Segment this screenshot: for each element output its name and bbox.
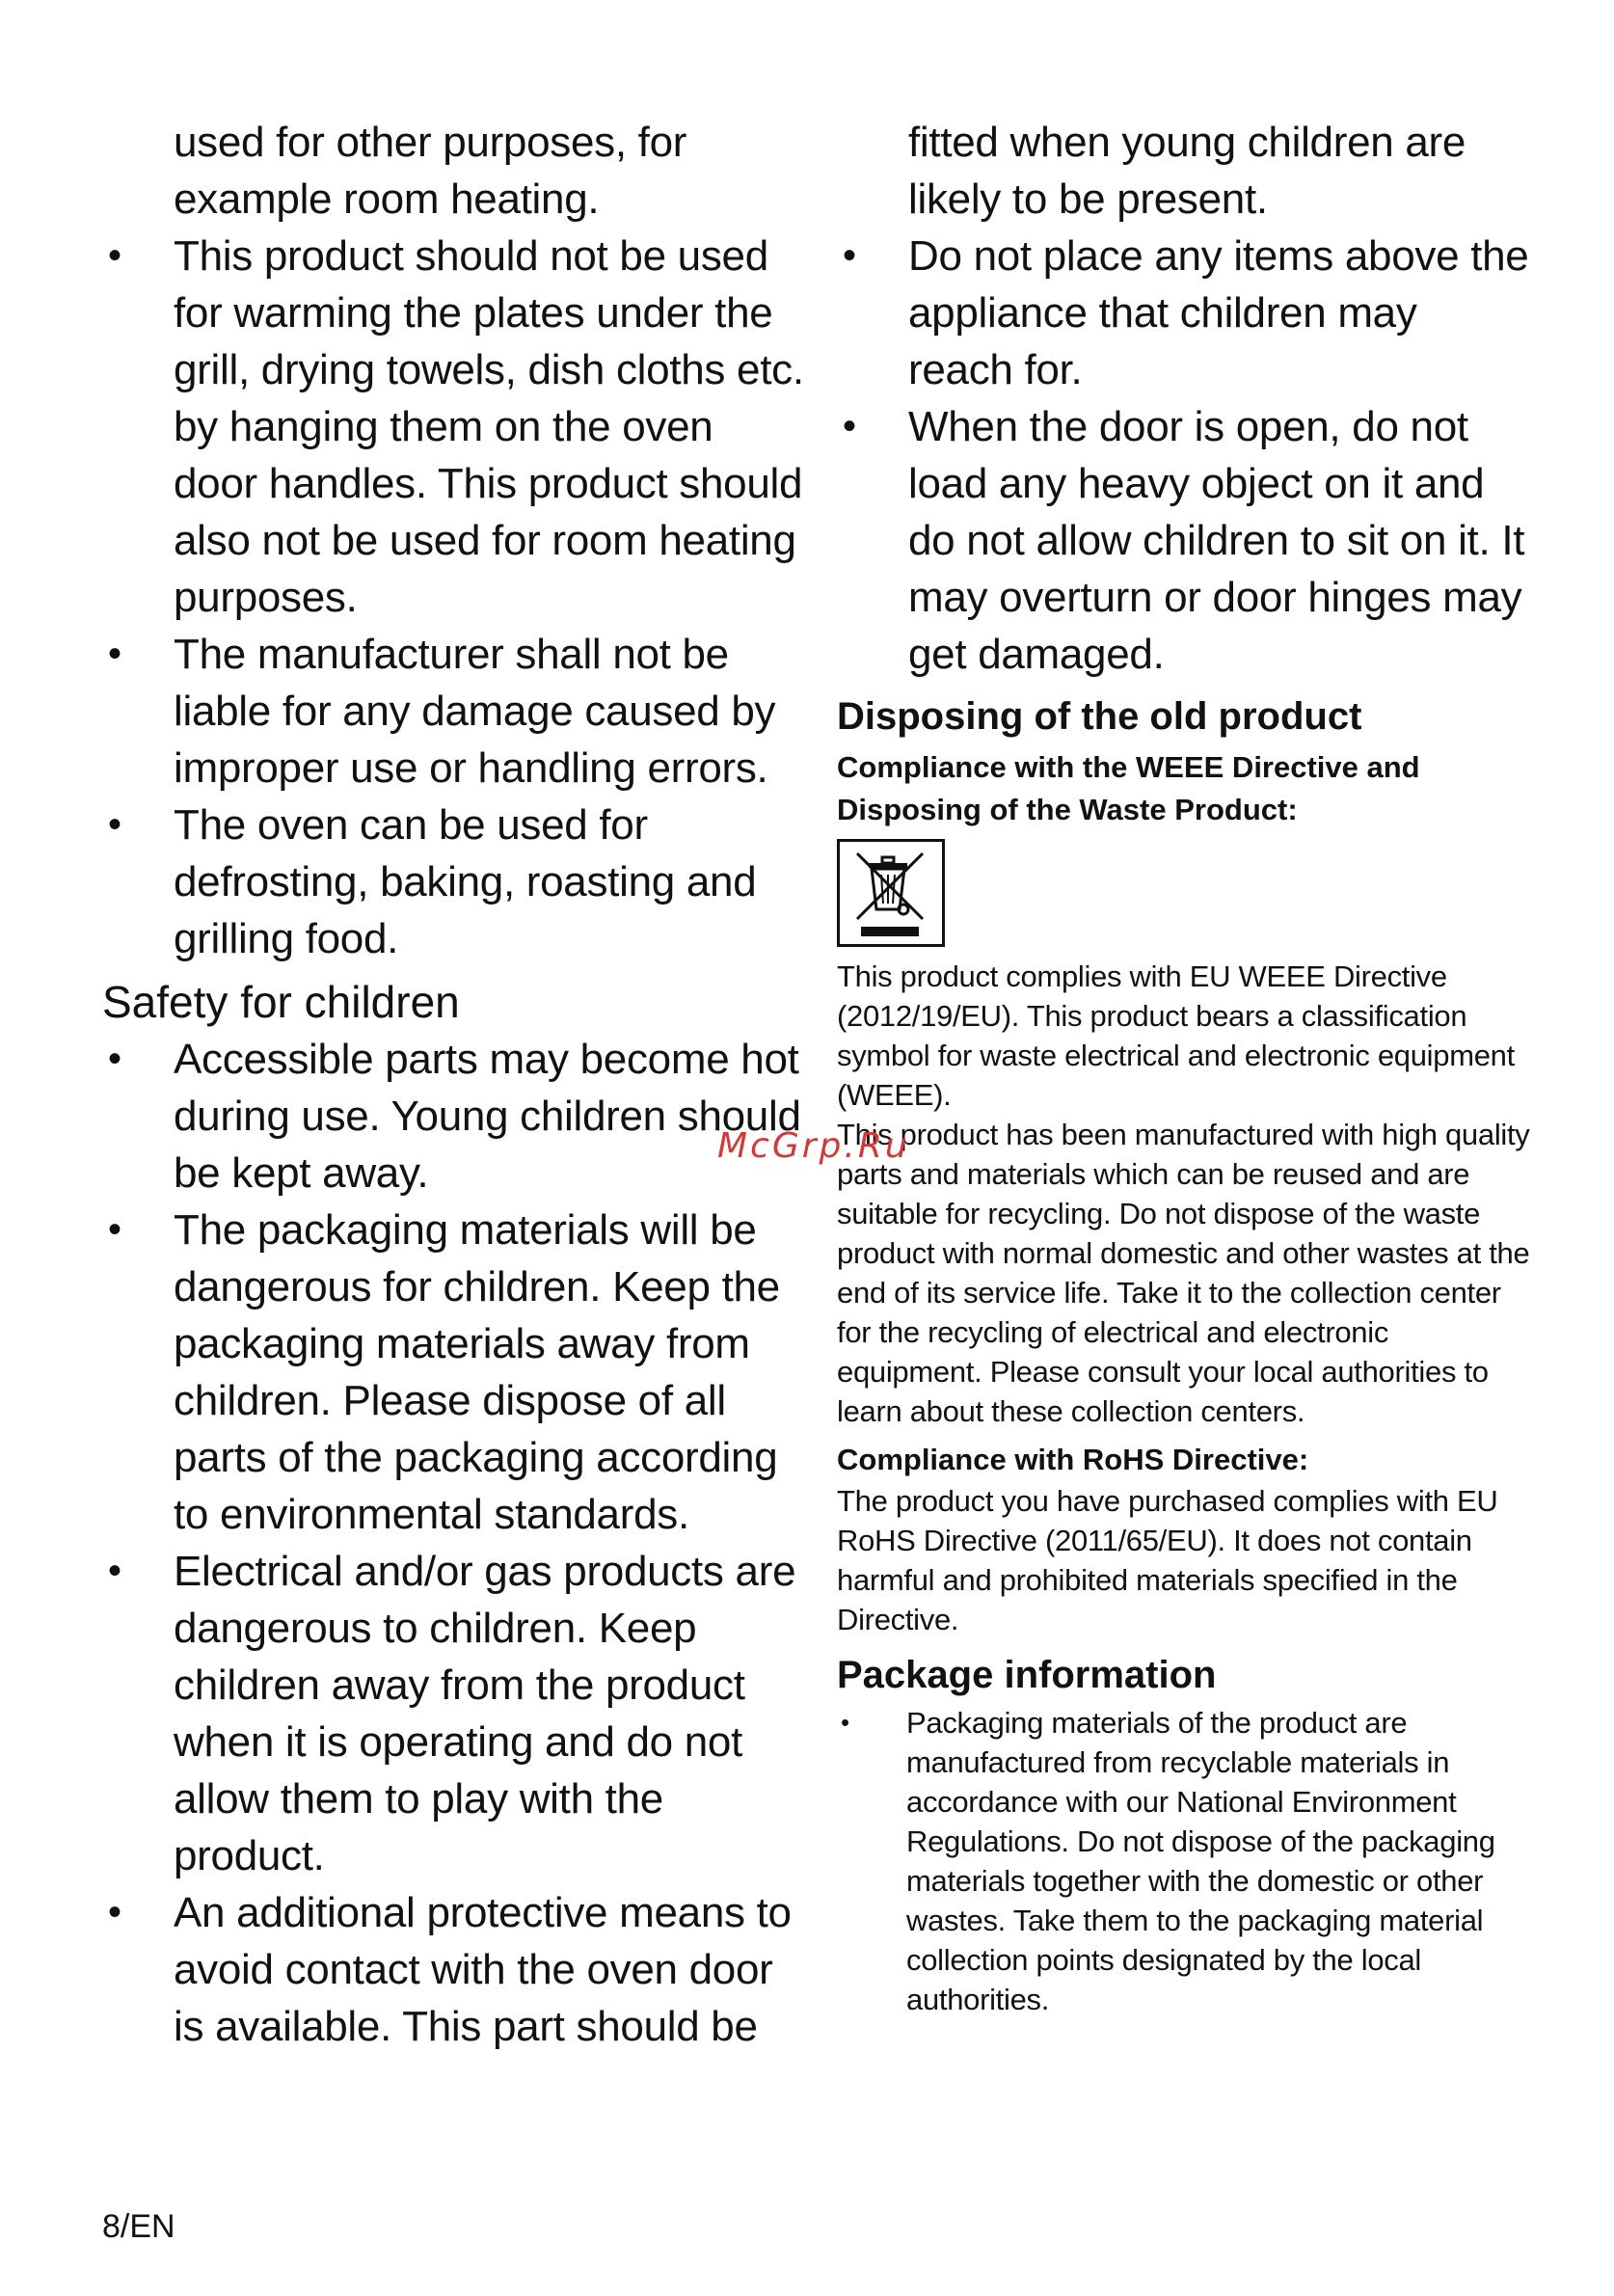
page-number: 8/EN — [102, 2208, 175, 2245]
list-item: • The oven can be used for defrosting, baking, roasting and grilling food. — [102, 797, 806, 967]
weee-paragraph-1: This product complies with EU WEEE Directive (2012/19/EU). This product bears a classification symbol for waste electrical and electronic equipment (WEEE). — [837, 959, 1515, 1112]
safety-for-children-heading: Safety for children — [102, 977, 460, 1027]
right-intro-line-2: likely to be present. — [908, 176, 1268, 223]
bullet-icon: • — [108, 1208, 121, 1251]
package-information-heading: Package information — [837, 1654, 1217, 1696]
rohs-subheading: Compliance with RoHS Directive: — [837, 1443, 1309, 1476]
right-intro-line-1: fitted when young children are — [908, 119, 1466, 166]
list-item: • When the door is open, do not load any heavy object on it and do not allow children to sit on it. It may overturn or door hinges may get damaged. — [837, 398, 1531, 683]
bullet-icon: • — [108, 803, 121, 846]
weee-subheading: Compliance with the WEEE Directive and Disposing of the Waste Product: — [837, 750, 1420, 826]
bullet-icon: • — [108, 1891, 121, 1933]
right-bullet-list-1 — [837, 228, 1531, 683]
bullet-icon: • — [108, 234, 121, 277]
bullet-icon: • — [841, 1708, 849, 1737]
disposing-heading: Disposing of the old product — [837, 695, 1362, 738]
watermark: McGrp.Ru — [717, 1126, 910, 1166]
list-item: • Do not place any items above the appliance that children may reach for. — [837, 228, 1531, 398]
bullet-icon: • — [843, 234, 856, 277]
right-column — [837, 114, 1531, 2019]
list-item: • Accessible parts may become hot during use. Young children should be kept away. — [102, 1031, 806, 1202]
weee-symbol — [837, 839, 945, 947]
package-bullet-list — [837, 1703, 1531, 2019]
list-item: • The manufacturer shall not be liable for any damage caused by improper use or handling errors. — [102, 626, 806, 797]
bullet-icon: • — [843, 405, 856, 447]
left-intro-line-1: used for other purposes, for — [174, 119, 687, 166]
left-bullet-list-1 — [102, 228, 806, 967]
list-item: • This product should not be used for warming the plates under the grill, drying towels, dish cloths etc. by hanging them on the oven door handles. This product should also not be used for room heating purposes. — [102, 228, 806, 626]
list-item: • Packaging materials of the product are manufactured from recyclable materials in accordance with our National Environment Regulations. Do not dispose of the packaging materials together with the domestic or other wastes. Take them to the packaging material collection points designated by the local authorities. — [837, 1703, 1531, 2019]
left-bullet-list-2 — [102, 1031, 806, 2055]
list-item: • Electrical and/or gas products are dangerous to children. Keep children away from the product when it is operating and do not allow them to play with the product. — [102, 1543, 806, 1884]
left-intro-line-2: example room heating. — [174, 176, 600, 223]
list-item: • An additional protective means to avoid contact with the oven door is available. This part should be — [102, 1884, 806, 2055]
crossed-out-wheelie-bin-icon — [840, 842, 942, 944]
bullet-icon: • — [108, 1550, 121, 1592]
rohs-paragraph: The product you have purchased complies with EU RoHS Directive (2011/65/EU). It does not contain harmful and prohibited materials specified in the Directive. — [837, 1484, 1498, 1636]
weee-paragraph-2: This product has been manufactured with high quality parts and materials which can be reused and are suitable for recycling. Do not dispose of the waste product with normal domestic and other wastes at the end of its service life. Take it to the collection center for the recycling of electrical and electronic equipment. Please consult your local authorities to learn about these collection centers. — [837, 1118, 1530, 1428]
bullet-icon: • — [108, 1038, 121, 1080]
left-column — [102, 114, 806, 2055]
bullet-icon: • — [108, 633, 121, 675]
list-item: • The packaging materials will be dangerous for children. Keep the packaging materials away from children. Please dispose of all parts of the packaging according to environmental standards. — [102, 1202, 806, 1543]
